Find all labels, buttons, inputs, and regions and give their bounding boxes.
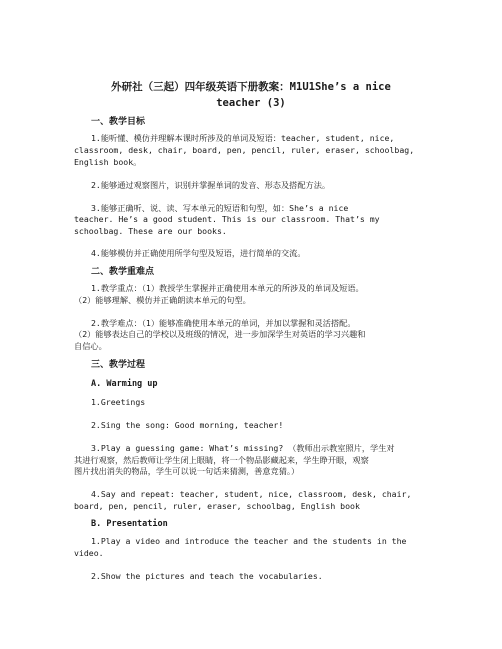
goal-item-3-line-1: 3.能够正确听、说、读、写本单元的短语和句型，如：She’s a nice bbox=[91, 203, 349, 213]
keypoint-item-2-line-2: （2）能够表达自己的学校以及班级的情况，进一步加深学生对英语的学习兴趣和 bbox=[74, 329, 366, 339]
presentation-item-2: 2.Show the pictures and teach the vocabularies. bbox=[91, 571, 323, 581]
section-heading-keypoints: 二、教学重难点 bbox=[91, 267, 155, 277]
keypoint-item-2-line-1: 2.教学难点：（1）能够准确使用本单元的单词，并加以掌握和灵活搭配。 bbox=[91, 318, 356, 328]
warming-item-4-line-1: 4.Say and repeat: teacher, student, nice, classroom, desk, chair, bbox=[91, 489, 412, 499]
section-heading-goals: 一、教学目标 bbox=[91, 117, 146, 127]
warming-item-3-line-1: 3.Play a guessing game: What’s missing? （教师出示教室照片，学生对 bbox=[91, 443, 395, 453]
title-line-2: teacher (3) bbox=[216, 97, 286, 109]
goal-item-2: 2.能够通过观察图片，识别并掌握单词的发音、形态及搭配方法。 bbox=[91, 180, 331, 190]
keypoint-item-2-line-3: 自信心。 bbox=[74, 341, 107, 351]
section-heading-process: 三、教学过程 bbox=[91, 360, 146, 370]
presentation-item-1-line-2: video. bbox=[74, 548, 104, 558]
goal-item-1-line-2: classroom, desk, chair, board, pen, pencil, ruler, eraser, schoolbag, bbox=[74, 145, 415, 155]
subheading-presentation: B. Presentation bbox=[91, 519, 168, 529]
presentation-item-1-line-1: 1.Play a video and introduce the teacher and the students in the bbox=[91, 536, 407, 546]
title-line-1: 外研社（三起）四年级英语下册教案：M1U1She’s a nice bbox=[111, 81, 391, 93]
warming-item-2: 2.Sing the song: Good morning, teacher! bbox=[91, 420, 284, 430]
warming-item-3-line-2: 其进行观察，然后教师让学生闭上眼睛，将一个物品影藏起来，学生睁开眼，观察 bbox=[74, 455, 369, 465]
document-title bbox=[70, 79, 432, 111]
goal-item-1-line-1: 1.能听懂、模仿并理解本课时所涉及的单词及短语：teacher, student, nice, bbox=[91, 133, 395, 143]
subheading-warming-up: A. Warming up bbox=[91, 379, 158, 389]
warming-item-1: 1.Greetings bbox=[91, 397, 146, 407]
goal-item-4: 4.能够模仿并正确使用所学句型及短语，进行简单的交流。 bbox=[91, 248, 306, 258]
goal-item-3-line-2: teacher. He’s a good student. This is our classroom. That’s my bbox=[74, 214, 380, 224]
keypoint-item-1-line-2: （2）能够理解、模仿并正确朗读本单元的句型。 bbox=[74, 295, 251, 305]
warming-item-4-line-2: board, pen, pencil, ruler, eraser, schoolbag, English book bbox=[74, 501, 360, 511]
keypoint-item-1-line-1: 1.教学重点：（1）教授学生掌握并正确使用本单元的所涉及的单词及短语。 bbox=[91, 283, 364, 293]
goal-item-1-line-3: English book。 bbox=[74, 157, 142, 167]
warming-item-3-line-3: 图片找出消失的物品，学生可以说一句话来猜测，善意竞猜。） bbox=[74, 466, 300, 476]
goal-item-3-line-3: schoolbag. These are our books. bbox=[74, 226, 227, 236]
